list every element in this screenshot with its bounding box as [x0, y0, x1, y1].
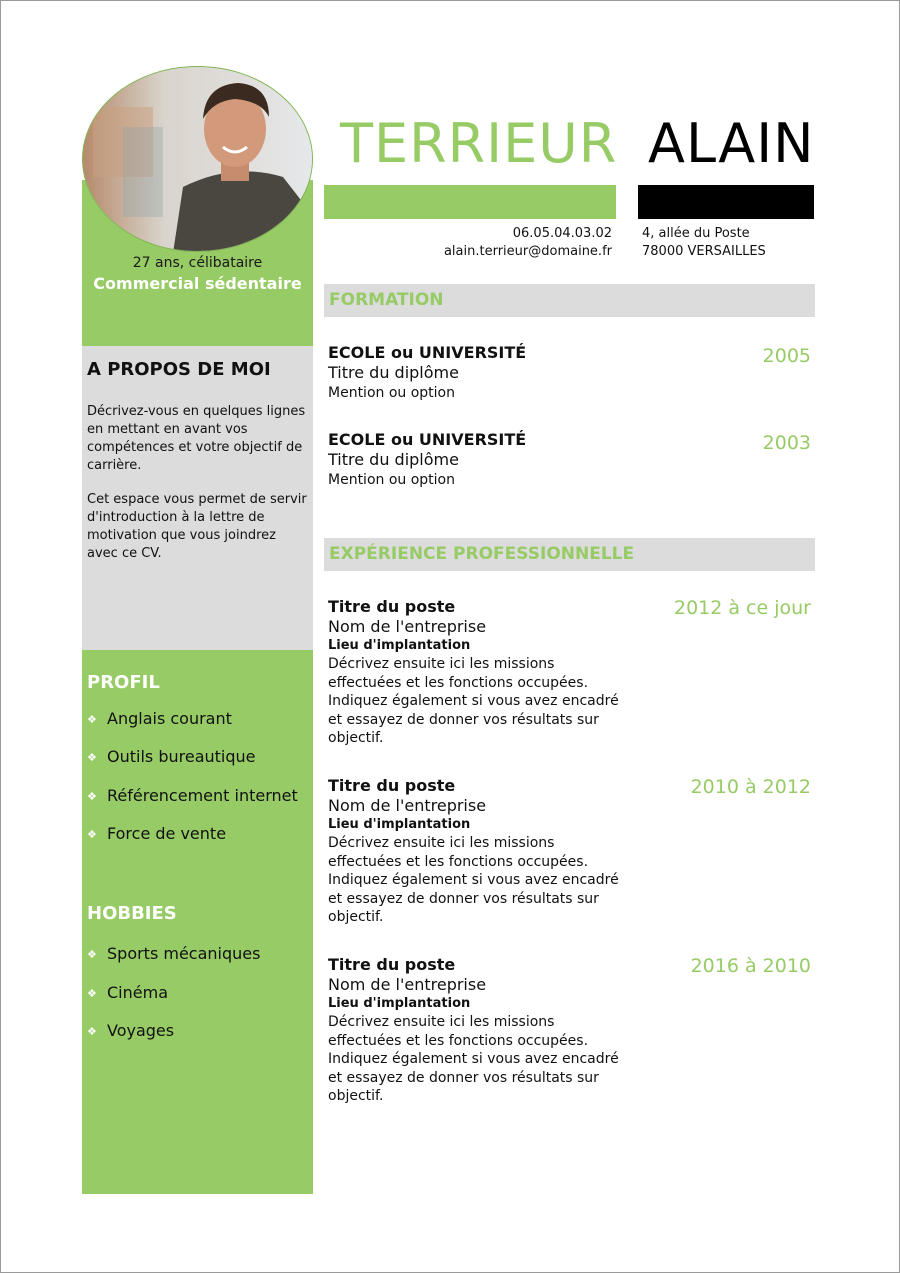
company-location: Lieu d'implantation	[328, 996, 471, 1011]
position-title: Titre du poste	[328, 955, 456, 974]
diploma-option: Mention ou option	[328, 385, 455, 401]
diamond-bullet-icon: ❖	[87, 828, 97, 841]
about-paragraph-1: Décrivez-vous en quelques lignes en mettant en avant vos compétences et votre objectif de carrière.	[87, 404, 306, 473]
name-bar-green	[324, 185, 616, 219]
diamond-bullet-icon: ❖	[87, 751, 97, 764]
experience-section-header	[324, 538, 815, 571]
contact-phone-email	[444, 225, 612, 261]
address-line-1: 4, allée du Poste	[642, 226, 750, 241]
about-heading: A PROPOS DE MOI	[87, 359, 271, 380]
experience-entry	[328, 597, 814, 748]
profil-item: ❖ Anglais courant	[87, 709, 232, 728]
first-name: ALAIN	[648, 112, 815, 175]
portrait-photo-icon	[83, 67, 313, 252]
position-title: Titre du poste	[328, 597, 456, 616]
diamond-bullet-icon: ❖	[87, 790, 97, 803]
company-location: Lieu d'implantation	[328, 817, 471, 832]
profil-item: ❖ Référencement internet	[87, 786, 298, 805]
address-line-2: 78000 VERSAILLES	[642, 244, 766, 259]
profile-photo	[82, 66, 313, 252]
hobby-item: ❖ Voyages	[87, 1021, 175, 1040]
company-location: Lieu d'implantation	[328, 638, 471, 653]
age-status: 27 ans, célibataire	[132, 255, 263, 271]
position-title: Titre du poste	[328, 776, 456, 795]
diamond-bullet-icon: ❖	[87, 713, 97, 726]
profil-heading: PROFIL	[87, 672, 160, 693]
company-name: Nom de l'entreprise	[328, 975, 487, 994]
school-name: ECOLE ou UNIVERSITÉ	[328, 343, 527, 362]
name-bar-black	[638, 185, 814, 219]
formation-year: 2003	[762, 432, 811, 454]
hobby-item: ❖ Cinéma	[87, 983, 168, 1002]
formation-heading: FORMATION	[329, 290, 444, 310]
hobbies-heading: HOBBIES	[87, 903, 177, 924]
contact-address	[642, 225, 766, 261]
diploma-title: Titre du diplôme	[328, 450, 459, 469]
diamond-bullet-icon: ❖	[87, 987, 97, 1000]
formation-year: 2005	[762, 345, 811, 367]
formation-section-header	[324, 284, 815, 317]
experience-entry	[328, 955, 814, 1106]
job-title: Commercial sédentaire	[93, 274, 302, 293]
experience-period: 2016 à 2010	[690, 955, 811, 977]
diamond-bullet-icon: ❖	[87, 1025, 97, 1038]
experience-period: 2012 à ce jour	[673, 597, 811, 619]
last-name: TERRIEUR	[340, 112, 618, 175]
job-description: Décrivez ensuite ici les missions effectuées et les fonctions occupées. Indiquez également si vous avez encadré et essayez de donner vos résultats sur objectif.	[328, 835, 619, 925]
profil-item: ❖ Force de vente	[87, 824, 227, 843]
formation-entry	[328, 430, 814, 490]
experience-heading: EXPÉRIENCE PROFESSIONNELLE	[329, 544, 635, 564]
diamond-bullet-icon: ❖	[87, 948, 97, 961]
email-address: alain.terrieur@domaine.fr	[443, 244, 612, 259]
school-name: ECOLE ou UNIVERSITÉ	[328, 430, 527, 449]
job-description: Décrivez ensuite ici les missions effectuées et les fonctions occupées. Indiquez également si vous avez encadré et essayez de donner vos résultats sur objectif.	[328, 1014, 619, 1104]
diploma-option: Mention ou option	[328, 472, 455, 488]
phone-number: 06.05.04.03.02	[512, 226, 612, 241]
formation-entry	[328, 343, 814, 403]
about-paragraph-2: Cet espace vous permet de servir d'introduction à la lettre de motivation que vous joindrez avec ce CV.	[87, 492, 307, 561]
hobby-item: ❖ Sports mécaniques	[87, 944, 261, 963]
company-name: Nom de l'entreprise	[328, 796, 487, 815]
job-description: Décrivez ensuite ici les missions effectuées et les fonctions occupées. Indiquez également si vous avez encadré et essayez de donner vos résultats sur objectif.	[328, 656, 619, 746]
diploma-title: Titre du diplôme	[328, 363, 459, 382]
experience-period: 2010 à 2012	[690, 776, 811, 798]
profil-item: ❖ Outils bureautique	[87, 747, 256, 766]
experience-entry	[328, 776, 814, 927]
company-name: Nom de l'entreprise	[328, 617, 487, 636]
